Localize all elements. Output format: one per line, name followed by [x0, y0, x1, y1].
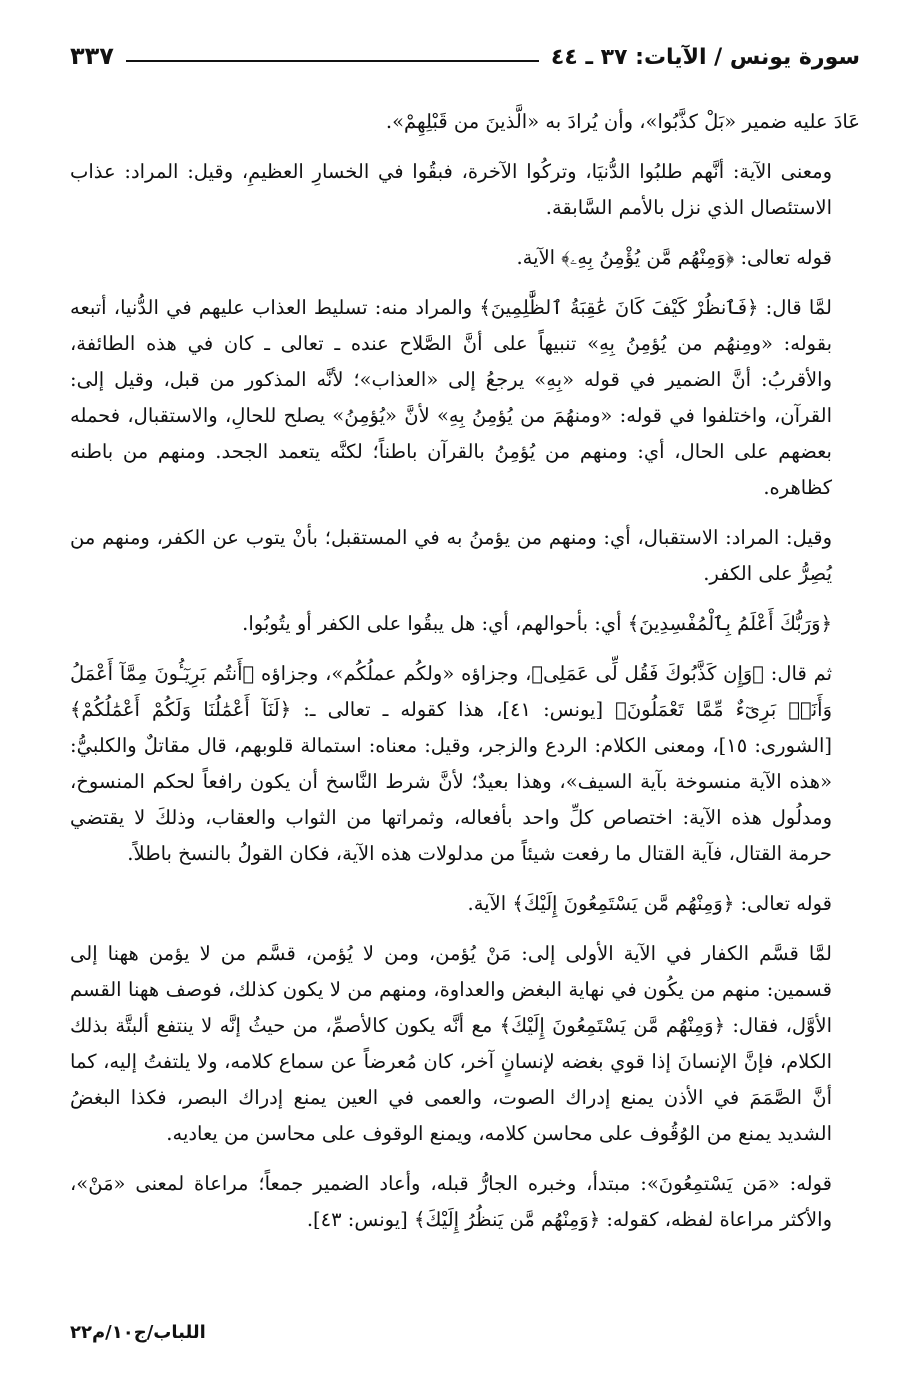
- paragraph: قوله: «مَن يَسْتمِعُونَ»: مبتدأ، وخبره الجارُّ قبله، وأعاد الضمير جمعاً؛ مراعاة لمعنى «مَنْ»، والأكثر مراعاة لفظه، كقوله: ﴿وَمِنْهُم مَّن يَنظُرُ إِلَيْكَ﴾ [يونس: ٤٣].: [70, 1172, 832, 1231]
- verse-heading: قوله تعالى: ﴿وَمِنْهُم مَّن يَسْتَمِعُونَ إِلَيْكَ﴾ الآية.: [467, 892, 832, 915]
- paragraph: عَادَ عليه ضمير «بَلْ كذَّبُوا»، وأن يُرادَ به «الَّذينَ من قَبْلِهِمْ».: [385, 110, 860, 133]
- paragraph: ومعنى الآية: أنَّهم طلبُوا الدُّنيَا، وتركُوا الآخرة، فبقُوا في الخسارِ العظيمِ، وقيل: المراد: عذاب الاستئصال الذي نزل بالأمم السَّابقة.: [70, 160, 832, 219]
- page-number: ٣٣٧: [70, 42, 114, 70]
- paragraph: لمَّا قال: ﴿فَٱنظُرْ كَيْفَ كَانَ عَٰقِبَةُ ٱلظَّٰلِمِينَ﴾ والمراد منه: تسليط العذاب عليهم في الدُّنيا، أتبعه بقوله: «ومِنهُم من يُؤمِنُ بِهِ» تنبيهاً على أنَّ الصَّلاح عنده ـ تعالى ـ كان في هذه الطائفة، والأقربُ: أنَّ الضمير في قوله «بِهِ» يرجعُ إلى «العذاب»؛ لأنَّه المذكور من قبل، وقيل إلى: القرآن، واختلفوا في قوله: «ومنهُمَ من يُؤمِنُ بِهِ» لأنَّ «يُؤمِنُ» يصلح للحالِ، والاستقبال، فحمله بعضهم على الحال، أي: ومنهم من يُؤمِنُ بالقرآن باطناً؛ لكنَّه يتعمد الجحد. ومنهم من باطنه كظاهره.: [70, 296, 832, 499]
- paragraph: وقيل: المراد: الاستقبال، أي: ومنهم من يؤمنُ به في المستقبل؛ بأنْ يتوب عن الكفر، ومنهم من يُصِرُّ على الكفر.: [70, 526, 832, 585]
- volume-signature: اللباب/ج١٠/م٢٢: [70, 1322, 206, 1343]
- surah-title: سورة يونس / الآيات: ٣٧ ـ ٤٤: [550, 45, 860, 70]
- paragraph: ثم قال: ﴿وَإِن كَذَّبُوكَ فَقُل لِّى عَمَلِى﴾، وجزاؤه «ولكُم عملُكُم»، وجزاؤه ﴿أَنتُم بَرِيٓـُٔونَ مِمَّآ أَعْمَلُ وَأَنَا۠ بَرِىٓءٌ مِّمَّا تَعْمَلُونَ﴾ [يونس: ٤١]، هذا كقوله ـ تعالى ـ: ﴿لَنَآ أَعْمَٰلُنَا وَلَكُمْ أَعْمَٰلُكُمْ﴾ [الشورى: ١٥]، ومعنى الكلام: الردع والزجر، وقيل: معناه: استمالة قلوبهم، قال مقاتلٌ والكلبيُّ: «هذه الآية منسوخة بآية السيف»، وهذا بعيدٌ؛ لأنَّ شرط النَّاسخ أن يكون رافعاً لحكم المنسوخ، ومدلُول هذه الآية: اختصاص كلِّ واحد بأفعاله، وثمراتها من الثواب والعقاب، وذلكَ لا يقتضي حرمة القتال، فآية القتال ما رفعت شيئاً من مدلولات هذه الآية، فكان القولُ بالنسخ باطلاً.: [70, 662, 832, 865]
- header-rule: [126, 60, 539, 62]
- page-body: [70, 104, 860, 1252]
- paragraph: ﴿وَرَبُّكَ أَعْلَمُ بِٱلْمُفْسِدِينَ﴾ أي: بأحوالهم، أي: هل يبقُوا على الكفر أو يتُوبُوا.: [242, 612, 832, 635]
- verse-heading: قوله تعالى: ﴿وَمِنْهُم مَّن يُؤْمِنُ بِهِۦ﴾ الآية.: [516, 246, 832, 269]
- paragraph: لمَّا قسَّم الكفار في الآية الأولى إلى: مَنْ يُؤمن، ومن لا يُؤمن، قسَّم من لا يؤمن ههنا إلى قسمين: منهم من يكُون في نهاية البغض والعداوة، ومنهم من لا يكون كذلك، فوصف ههنا القسم الأوَّل، فقال: ﴿وَمِنْهُم مَّن يَسْتَمِعُونَ إِلَيْكَ﴾ مع أنَّه يكون كالأصمِّ، من حيثُ إنَّه لا ينتفع ألبتَّة بذلك الكلام، فإنَّ الإنسانَ إذا قوي بغضه لإنسانٍ آخر، كان مُعرضاً عن سماع كلامه، ولا يلتفتُ إليه، كما أنَّ الصَّمَمَ في الأذن يمنع إدراك الصوت، والعمى في العين يمنع إدراك البصر، فكذا البغضُ الشديد يمنع من الوُقُوف على محاسن كلامه، ويمنع الوقوف على محاسن من يعاديه.: [70, 942, 832, 1145]
- page-header: [70, 28, 860, 72]
